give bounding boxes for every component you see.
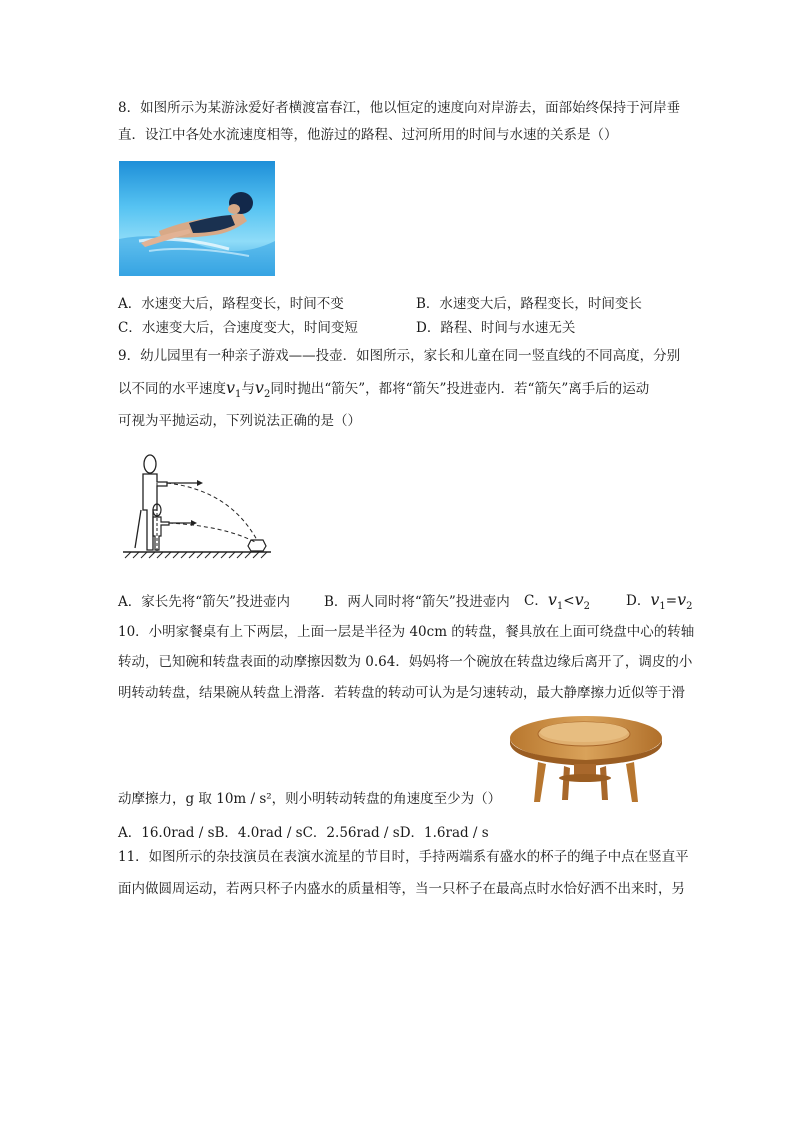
q9-text-line-2-c: 同时抛出“箭矢”，都将“箭矢”投进壶内．若“箭矢”离手后的运动 xyxy=(270,381,650,397)
q8-text-line-1: 8．如图所示为某游泳爱好者横渡富春江，他以恒定的速度向对岸游去，面部始终保持于河岸垂 xyxy=(118,100,681,116)
q9-option-c: C．$v_1<v_2$ xyxy=(524,590,590,613)
q9-text-line-2-b: 与 xyxy=(241,381,255,397)
q8-text-line-2: 直．设江中各处水流速度相等，他游过的路程、过河所用的时间与水速的关系是（） xyxy=(118,127,618,143)
q8-option-b: B．水速变大后，路程变长，时间变长 xyxy=(416,296,642,312)
throwing-diagram-svg xyxy=(119,450,279,560)
v1-symbol: $v_1$ xyxy=(226,378,242,401)
q10-text-line-2: 转动，已知碗和转盘表面的动摩擦因数为 0.64．妈妈将一个碗放在转盘边缘后离开了，调皮的小 xyxy=(118,654,693,670)
q11-text-line-1: 11．如图所示的杂技演员在表演水流星的节目时，手持两端系有盛水的杯子的绳子中点在竖直平 xyxy=(118,849,689,865)
swimmer-photo xyxy=(119,161,275,276)
q9-text-line-1: 9．幼儿园里有一种亲子游戏——投壶．如图所示，家长和儿童在同一竖直线的不同高度，分别 xyxy=(118,348,681,364)
q9-text-line-2-a: 以不同的水平速度 xyxy=(118,381,226,397)
q9-text-line-3: 可视为平抛运动，下列说法正确的是（） xyxy=(118,413,361,429)
q9-option-b: B．两人同时将“箭矢”投进壶内 xyxy=(324,594,510,610)
q9-option-a: A．家长先将“箭矢”投进壶内 xyxy=(118,594,291,610)
throwing-diagram xyxy=(119,450,279,564)
q10-text-line-3: 明转动转盘，结果碗从转盘上滑落．若转盘的转动可认为是匀速转动，最大静摩擦力近似等于滑 xyxy=(118,685,685,701)
q11-text-line-2: 面内做圆周运动，若两只杯子内盛水的质量相等，当一只杯子在最高点时水恰好洒不出来时，另 xyxy=(118,881,685,897)
q10-text-line-1: 10．小明家餐桌有上下两层，上面一层是半径为 40cm 的转盘，餐具放在上面可绕盘中心的转轴 xyxy=(118,624,695,640)
q10-options: A．16.0rad / sB．4.0rad / sC．2.56rad / sD．1.6rad / s xyxy=(118,825,489,841)
q8-option-d: D．路程、时间与水速无关 xyxy=(416,320,576,336)
v2-symbol: $v_2$ xyxy=(254,378,271,401)
q10-text-line-4: 动摩擦力，g 取 10m / s²，则小明转动转盘的角速度至少为（） xyxy=(118,791,502,807)
q8-option-a: A．水速变大后，路程变长，时间不变 xyxy=(118,296,344,312)
turntable-illustration xyxy=(508,712,664,804)
q9-option-d: D．$v_1=v_2$ xyxy=(626,590,693,613)
swimmer-illustration xyxy=(119,161,275,276)
q8-option-c: C．水速变大后，合速度变大，时间变短 xyxy=(118,320,358,336)
turntable-photo xyxy=(508,712,664,804)
q9-text-line-2 xyxy=(118,378,649,405)
